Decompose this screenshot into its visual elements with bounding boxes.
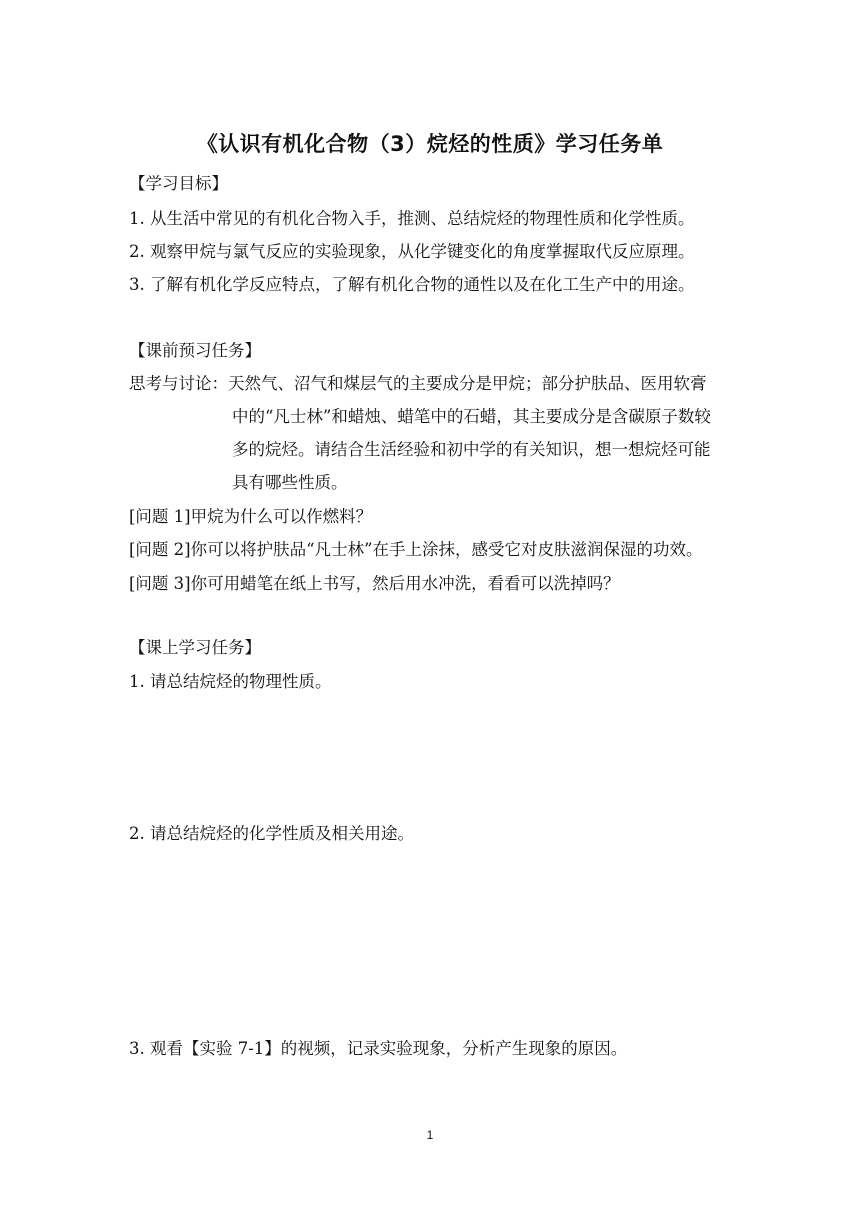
objective-item: 3. 了解有机化学反应特点，了解有机化合物的通性以及在化工生产中的用途。 — [129, 275, 695, 294]
preview-question: [问题 1]甲烷为什么可以作燃料？ — [129, 507, 373, 526]
in-class-heading: 【课上学习任务】 — [129, 638, 261, 657]
document-title: 《认识有机化合物（3）烷烃的性质》学习任务单 — [196, 132, 664, 156]
in-class-task: 1. 请总结烷烃的物理性质。 — [129, 672, 332, 691]
in-class-task: 3. 观看【实验 7-1】的视频，记录实验现象，分析产生现象的原因。 — [129, 1039, 628, 1058]
preview-heading: 【课前预习任务】 — [129, 341, 261, 360]
discussion-line: 多的烷烃。请结合生活经验和初中学的有关知识，想一想烷烃可能 — [232, 440, 711, 459]
objective-item: 1. 从生活中常见的有机化合物入手，推测、总结烷烃的物理性质和化学性质。 — [129, 209, 695, 228]
objective-item: 2. 观察甲烷与氯气反应的实验现象，从化学键变化的角度掌握取代反应原理。 — [129, 242, 695, 261]
discussion-line: 具有哪些性质。 — [232, 473, 348, 492]
discussion-line: 中的“凡士林”和蜡烛、蜡笔中的石蜡，其主要成分是含碳原子数较 — [232, 407, 711, 426]
preview-question: [问题 2]你可以将护肤品“凡士林”在手上涂抹，感受它对皮肤滋润保湿的功效。 — [129, 540, 703, 559]
page-number: 1 — [426, 1128, 434, 1142]
objectives-heading: 【学习目标】 — [129, 174, 228, 193]
preview-question: [问题 3]你可用蜡笔在纸上书写，然后用水冲洗，看看可以洗掉吗？ — [129, 574, 620, 593]
in-class-task: 2. 请总结烷烃的化学性质及相关用途。 — [129, 824, 414, 843]
discussion-line: 思考与讨论：天然气、沼气和煤层气的主要成分是甲烷；部分护肤品、医用软膏 — [129, 374, 707, 393]
